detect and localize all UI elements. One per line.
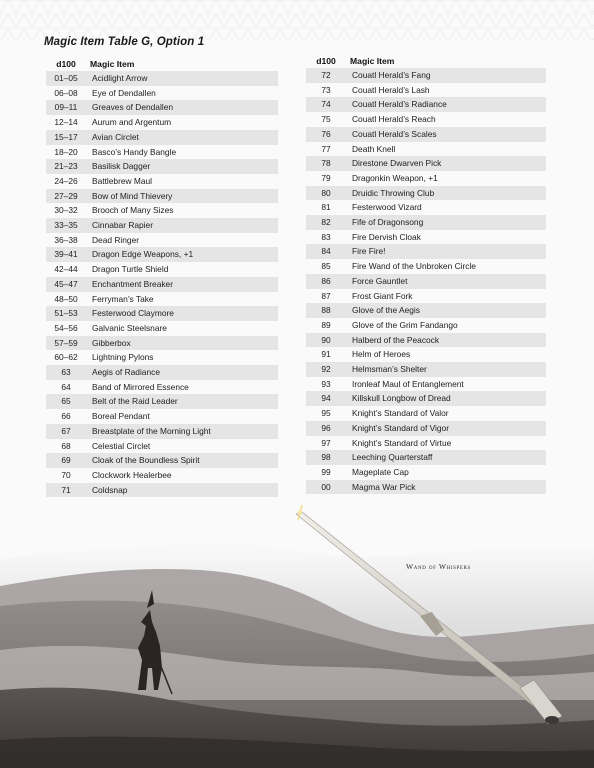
roll-range-cell: 97 <box>321 437 331 448</box>
roll-range-cell: 63 <box>46 365 86 380</box>
roll-range-cell: 00 <box>306 480 346 495</box>
roll-range-cell: 45–47 <box>46 277 86 292</box>
magic-item-cell: Dragon Turtle Shield <box>92 264 169 275</box>
roll-range-cell: 24–26 <box>54 175 78 186</box>
roll-range-cell: 74 <box>306 97 346 112</box>
magic-item-cell: Festerwood Claymore <box>86 306 278 321</box>
roll-range-cell: 96 <box>306 421 346 436</box>
magic-item-cell: Glove of the Aegis <box>346 303 546 318</box>
roll-range-cell: 65 <box>46 394 86 409</box>
magic-item-cell: Couatl Herald’s Reach <box>352 114 436 125</box>
magic-item-cell: Festerwood Vizard <box>352 202 422 213</box>
roll-range-cell: 66 <box>61 411 71 422</box>
magic-item-cell: Lightning Pylons <box>92 352 154 363</box>
roll-range-cell: 09–11 <box>46 100 86 115</box>
roll-range-cell: 73 <box>321 84 331 95</box>
magic-item-cell: Cinnabar Rapier <box>86 218 278 233</box>
magic-item-cell: Basco’s Handy Bangle <box>92 146 177 157</box>
roll-range-cell: 84 <box>306 244 346 259</box>
roll-range-cell: 92 <box>306 362 346 377</box>
column-header-magic-item: Magic Item <box>90 59 135 69</box>
magic-item-cell: Ironleaf Maul of Entanglement <box>352 378 464 389</box>
roll-range-cell: 64 <box>61 381 71 392</box>
magic-item-cell: Druidic Throwing Club <box>346 186 546 201</box>
magic-item-cell: Avian Circlet <box>86 130 278 145</box>
roll-range-cell: 87 <box>321 290 331 301</box>
column-header-d100: d100 <box>56 59 76 69</box>
magic-item-cell: Direstone Dwarven Pick <box>346 156 546 171</box>
magic-item-cell: Breastplate of the Morning Light <box>86 424 278 439</box>
roll-range-cell: 30–32 <box>54 205 78 216</box>
column-header-magic-item: Magic Item <box>350 56 395 66</box>
magic-item-cell: Fire Wand of the Unbroken Circle <box>352 261 476 272</box>
roll-range-cell: 75 <box>321 114 331 125</box>
roll-range-cell: 88 <box>306 303 346 318</box>
magic-item-cell: Ferryman’s Take <box>92 293 154 304</box>
magic-item-cell: Coldsnap <box>86 483 278 498</box>
magic-item-cell: Knight’s Standard of Valor <box>352 408 449 419</box>
magic-item-cell: Magma War Pick <box>346 480 546 495</box>
roll-range-cell: 67 <box>46 424 86 439</box>
roll-range-cell: 48–50 <box>54 293 78 304</box>
column-header-d100: d100 <box>316 56 336 66</box>
magic-item-cell: Brooch of Many Sizes <box>92 205 174 216</box>
magic-item-cell: Clockwork Healerbee <box>92 469 172 480</box>
illustration-caption: Wand of Whispers <box>406 562 471 571</box>
magic-item-cell: Boreal Pendant <box>92 411 150 422</box>
magic-item-cell: Eye of Dendallen <box>92 87 156 98</box>
roll-range-cell: 72 <box>306 68 346 83</box>
magic-item-cell: Bow of Mind Thievery <box>86 189 278 204</box>
magic-item-cell: Glove of the Grim Fandango <box>352 319 458 330</box>
magic-item-cell: Greaves of Dendallen <box>86 100 278 115</box>
roll-range-cell: 89 <box>321 319 331 330</box>
roll-range-cell: 78 <box>306 156 346 171</box>
roll-range-cell: 95 <box>321 408 331 419</box>
magic-item-cell: Basilisk Dagger <box>86 159 278 174</box>
magic-item-cell: Fife of Dragonsong <box>346 215 546 230</box>
roll-range-cell: 70 <box>61 469 71 480</box>
roll-range-cell: 71 <box>46 483 86 498</box>
roll-range-cell: 51–53 <box>46 306 86 321</box>
magic-item-cell: Death Knell <box>352 143 396 154</box>
roll-range-cell: 98 <box>306 450 346 465</box>
magic-item-cell: Force Gauntlet <box>346 274 546 289</box>
magic-item-cell: Killskull Longbow of Dread <box>346 391 546 406</box>
magic-item-cell: Helm of Heroes <box>352 349 411 360</box>
roll-range-cell: 12–14 <box>54 117 78 128</box>
magic-item-cell: Fire Dervish Cloak <box>352 231 421 242</box>
magic-item-cell: Belt of the Raid Leader <box>86 394 278 409</box>
magic-item-cell: Couatl Herald’s Scales <box>346 127 546 142</box>
table-title: Magic Item Table G, Option 1 <box>44 36 205 48</box>
magic-item-cell: Couatl Herald’s Fang <box>346 68 546 83</box>
roll-range-cell: 54–56 <box>54 322 78 333</box>
magic-item-cell: Aurum and Argentum <box>92 117 172 128</box>
roll-range-cell: 57–59 <box>46 336 86 351</box>
roll-range-cell: 33–35 <box>46 218 86 233</box>
roll-range-cell: 68 <box>61 440 71 451</box>
magic-item-cell: Helmsman’s Shelter <box>346 362 546 377</box>
magic-item-cell: Gibberbox <box>86 336 278 351</box>
magic-item-cell: Couatl Herald’s Lash <box>352 84 430 95</box>
magic-item-cell: Leeching Quarterstaff <box>346 450 546 465</box>
roll-range-cell: 36–38 <box>54 234 78 245</box>
roll-range-cell: 93 <box>321 378 331 389</box>
magic-item-cell: Knight’s Standard of Vigor <box>346 421 546 436</box>
magic-item-cell: Dead Ringer <box>92 234 140 245</box>
magic-item-cell: Battlebrew Maul <box>92 175 153 186</box>
magic-item-cell: Fire Fire! <box>346 244 546 259</box>
roll-range-cell: 83 <box>321 231 331 242</box>
roll-range-cell: 94 <box>306 391 346 406</box>
magic-item-cell: Galvanic Steelsnare <box>92 322 167 333</box>
magic-item-cell: Celestial Circlet <box>92 440 151 451</box>
roll-range-cell: 90 <box>306 333 346 348</box>
roll-range-cell: 21–23 <box>46 159 86 174</box>
magic-item-cell: Acidlight Arrow <box>86 71 278 86</box>
roll-range-cell: 85 <box>321 261 331 272</box>
roll-range-cell: 99 <box>321 466 331 477</box>
magic-item-cell: Halberd of the Peacock <box>346 333 546 348</box>
roll-range-cell: 80 <box>306 186 346 201</box>
roll-range-cell: 18–20 <box>54 146 78 157</box>
roll-range-cell: 39–41 <box>46 247 86 262</box>
magic-item-cell: Frost Giant Fork <box>352 290 413 301</box>
magic-item-cell: Band of Mirrored Essence <box>92 381 189 392</box>
roll-range-cell: 01–05 <box>46 71 86 86</box>
roll-range-cell: 69 <box>46 453 86 468</box>
roll-range-cell: 81 <box>321 202 331 213</box>
magic-item-cell: Mageplate Cap <box>352 466 409 477</box>
roll-range-cell: 42–44 <box>54 264 78 275</box>
roll-range-cell: 76 <box>306 127 346 142</box>
magic-item-cell: Knight’s Standard of Virtue <box>352 437 452 448</box>
roll-range-cell: 91 <box>321 349 331 360</box>
roll-range-cell: 15–17 <box>46 130 86 145</box>
roll-range-cell: 79 <box>321 172 331 183</box>
roll-range-cell: 86 <box>306 274 346 289</box>
roll-range-cell: 60–62 <box>54 352 78 363</box>
magic-item-cell: Enchantment Breaker <box>86 277 278 292</box>
magic-item-cell: Dragonkin Weapon, +1 <box>352 172 438 183</box>
roll-range-cell: 06–08 <box>54 87 78 98</box>
magic-item-cell: Aegis of Radiance <box>86 365 278 380</box>
magic-item-cell: Dragon Edge Weapons, +1 <box>86 247 278 262</box>
roll-range-cell: 77 <box>321 143 331 154</box>
roll-range-cell: 27–29 <box>46 189 86 204</box>
magic-item-cell: Cloak of the Boundless Spirit <box>86 453 278 468</box>
roll-range-cell: 82 <box>306 215 346 230</box>
magic-item-cell: Couatl Herald’s Radiance <box>346 97 546 112</box>
